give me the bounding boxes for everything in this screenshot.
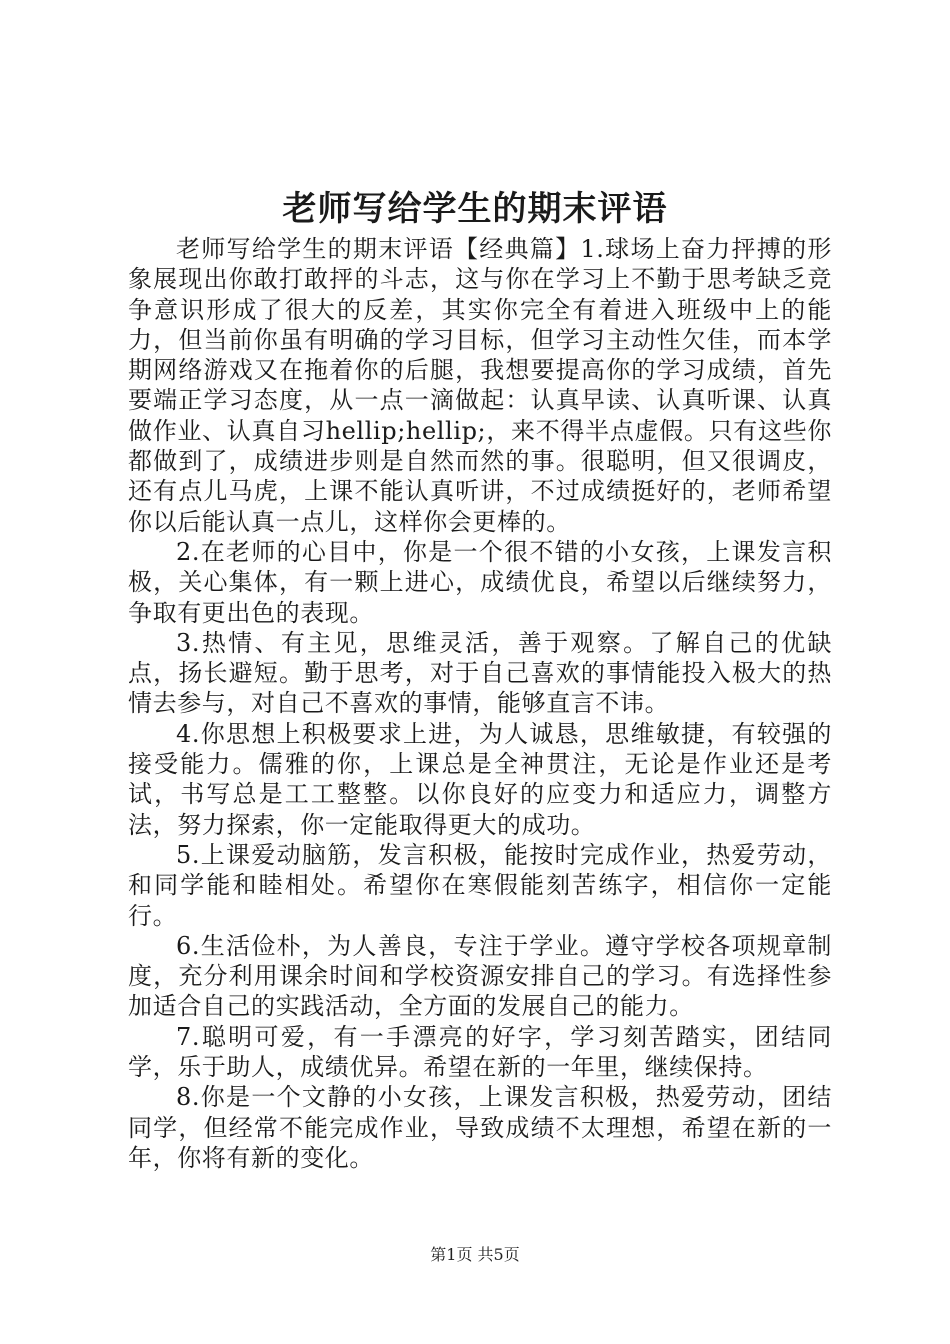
paragraph-1: 老师写给学生的期末评语【经典篇】1.球场上奋力抨搏的形象展现出你敢打敢抨的斗志，这与你在学习上不勤于思考缺乏竞争意识形成了很大的反差，其实你完全有着进入班级中上的能力，但当前你虽有明确的学习目标，但学习主动性欠佳，而本学期网络游戏又在拖着你的后腿，我想要提高你的学习成绩，首先要端正学习态度，从一点一滴做起：认真早读、认真听课、认真做作业、认真自习hellip;hellip;，来不得半点虚假。只有这些你都做到了，成绩进步则是自然而然的事。很聪明，但又很调皮，还有点儿马虎，上课不能认真听讲，不过成绩挺好的，老师希望你以后能认真一点儿，这样你会更棒的。 [128, 235, 832, 536]
paragraph-4: 4.你思想上积极要求上进，为人诚恳，思维敏捷，有较强的接受能力。儒雅的你，上课总是全神贯注，无论是作业还是考试，书写总是工工整整。以你良好的应变力和适应力，调整方法，努力探索，你一定能取得更大的成功。 [128, 719, 832, 839]
paragraph-5: 5.上课爱动脑筋，发言积极，能按时完成作业，热爱劳动，和同学能和睦相处。希望你在寒假能刻苦练字，相信你一定能行。 [128, 840, 832, 930]
page-footer: 第1页 共5页 [430, 1245, 520, 1264]
document-title: 老师写给学生的期末评语 [282, 189, 668, 229]
paragraph-8: 8.你是一个文静的小女孩，上课发言积极，热爱劳动，团结同学，但经常不能完成作业，导致成绩不太理想，希望在新的一年，你将有新的变化。 [128, 1083, 832, 1172]
paragraph-3: 3.热情、有主见，思维灵活，善于观察。了解自己的优缺点，扬长避短。勤于思考，对于自己喜欢的事情能投入极大的热情去参与，对自己不喜欢的事情，能够直言不讳。 [128, 628, 832, 718]
paragraph-2: 2.在老师的心目中，你是一个很不错的小女孩，上课发言积极，关心集体，有一颗上进心，成绩优良，希望以后继续努力，争取有更出色的表现。 [128, 537, 832, 627]
paragraph-6: 6.生活俭朴，为人善良，专注于学业。遵守学校各项规章制度，充分利用课余时间和学校资源安排自己的学习。有选择性参加适合自己的实践活动，全方面的发展自己的能力。 [128, 931, 832, 1021]
paragraph-7: 7.聪明可爱，有一手漂亮的好字，学习刻苦踏实，团结同学，乐于助人，成绩优异。希望在新的一年里，继续保持。 [128, 1022, 832, 1082]
document-body [128, 234, 832, 1173]
